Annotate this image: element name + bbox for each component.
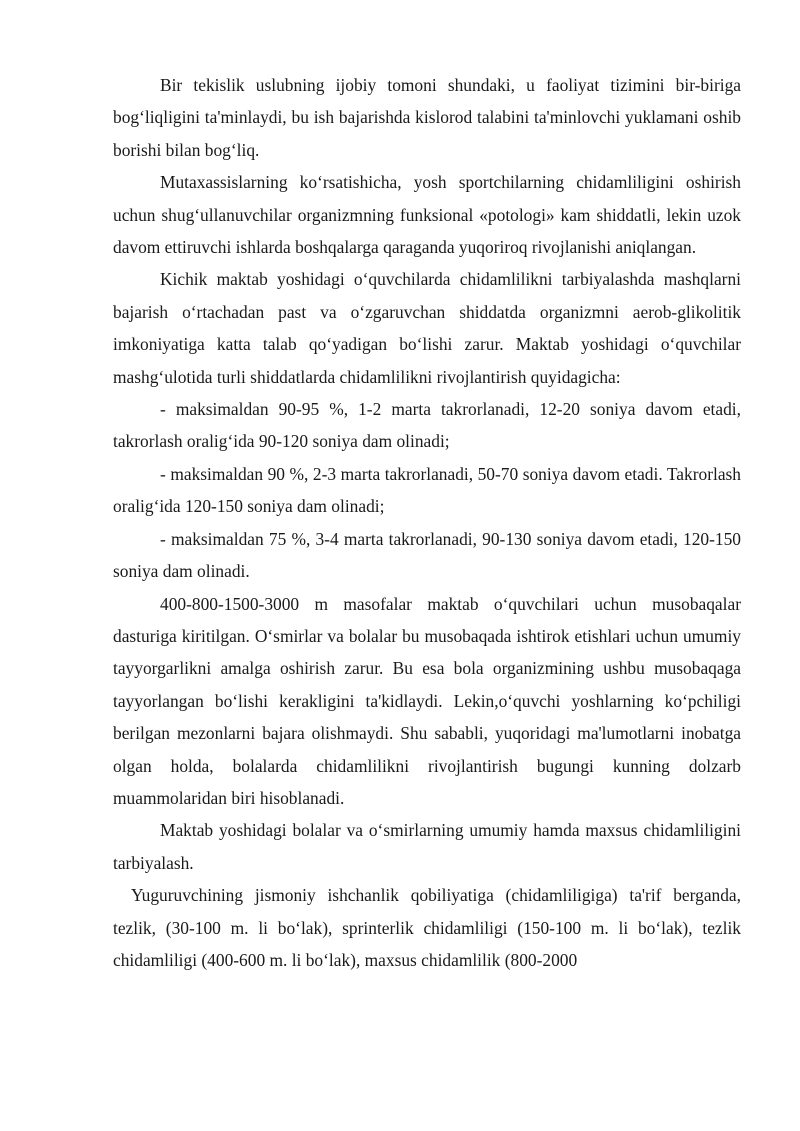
paragraph-3: Kichik maktab yoshidagi o‘quvchilarda chidamlilikni tarbiyalashda mashqlarni bajarish o‘rtachadan past va o‘zgaruvchan shiddatda organizmni aerob-glikolitik imkoniyatiga katta talab qo‘yadigan bo‘lishi zarur. Maktab yoshidagi o‘quvchilar mashg‘ulotida turli shiddatlarda chidamlilikni rivojlantirish quyidagicha:	[113, 269, 741, 387]
list-item-2: - maksimaldan 90 %, 2-3 marta takrorlanadi, 50-70 soniya davom etadi. Takrorlash oralig‘ida 120-150 soniya dam olinadi;	[113, 463, 741, 517]
list-item-1: - maksimaldan 90-95 %, 1-2 marta takrorlanadi, 12-20 soniya davom etadi, takrorlash oralig‘ida 90-120 soniya dam olinadi;	[113, 399, 741, 452]
paragraph-1: Bir tekislik uslubning ijobiy tomoni shundaki, u faoliyat tizimini bir-biriga bog‘liqligini ta'minlaydi, bu ish bajarishda kislorod talabini ta'minlovchi yuklamani oshib borishi bilan bog‘liq.	[113, 75, 741, 160]
section-heading: Maktab yoshidagi bolalar va o‘smirlarning umumiy hamda maxsus chidamliligini tarbiyalash.	[113, 820, 741, 873]
list-item-3: - maksimaldan 75 %, 3-4 marta takrorlanadi, 90-130 soniya davom etadi, 120-150 soniya dam olinadi.	[113, 528, 741, 582]
paragraph-2: Mutaxassislarning ko‘rsatishicha, yosh sportchilarning chidamliligini oshirish uchun shug‘ullanuvchilar organizmning funksional «potologi» kam shiddatli, lekin uzok davom ettiruvchi ishlarda boshqalarga qaraganda yuqoriroq rivojlanishi aniqlangan.	[113, 172, 741, 258]
paragraph-4: 400-800-1500-3000 m masofalar maktab o‘quvchilari uchun musobaqalar dasturiga kiritilgan. O‘smirlar va bolalar bu musobaqada ishtirok etishlari uchun umumiy tayyorgarlikni amalga oshirish zarur. Bu esa bola organizmining ushbu musobaqaga tayyorlangan bo‘lishi kerakligini ta'kidlaydi. Lekin,o‘quvchi yoshlarning ko‘pchiligi berilgan mezonlarni bajara olishmaydi. Shu sababli, yuqoridagi ma'lumotlarni inobatga olgan holda, bolalarda chidamlilikni rivojlantirish bugungi kunning dolzarb muammolaridan biri hisoblanadi.	[113, 593, 741, 808]
paragraph-5: Yuguruvchining jismoniy ishchanlik qobiliyatiga (chidamliligiga) ta'rif berganda, tezlik, (30-100 m. li bo‘lak), sprinterlik chidamliligi (150-100 m. li bo‘lak), tezlik chidamliligi (400-600 m. li bo‘lak), maxsus chidamlilik (800-2000	[113, 885, 741, 970]
document-page	[113, 69, 741, 976]
